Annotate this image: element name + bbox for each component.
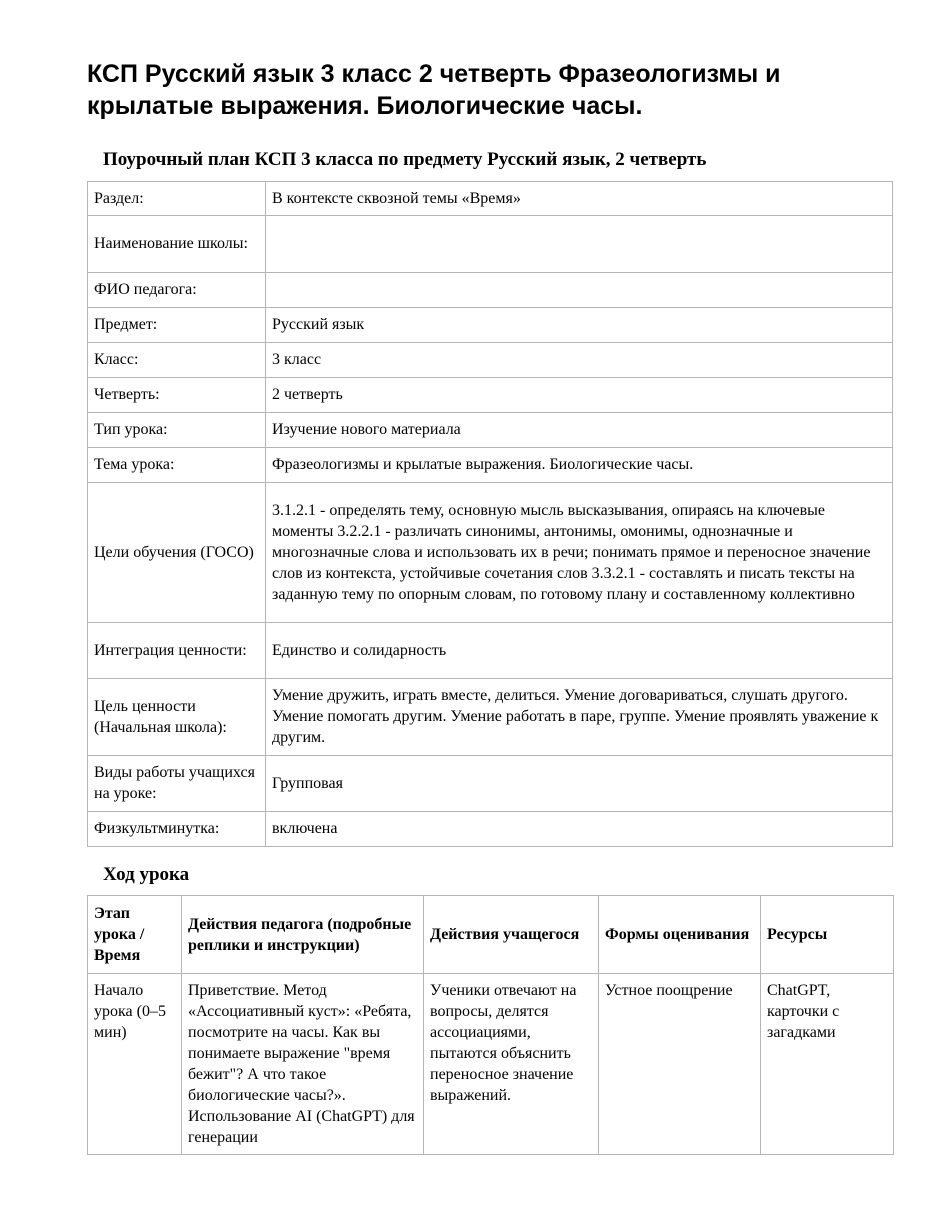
row-label: Раздел:	[88, 182, 266, 216]
table-row	[88, 756, 893, 812]
row-value: Единство и солидарность	[266, 623, 893, 679]
column-header-teacher-actions: Действия педагога (подробные реплики и инструкции)	[182, 896, 424, 974]
cell-student-actions: Ученики отвечают на вопросы, делятся ассоциациями, пытаются объяснить переносное значение выражений.	[424, 974, 599, 1155]
table-row	[88, 273, 893, 308]
row-label: Физкультминутка:	[88, 812, 266, 847]
table-row	[88, 623, 893, 679]
row-value	[266, 273, 893, 308]
row-value: Изучение нового материала	[266, 413, 893, 448]
cell-stage: Начало урока (0–5 мин)	[88, 974, 182, 1155]
row-label: ФИО педагога:	[88, 273, 266, 308]
table-row	[88, 378, 893, 413]
row-label: Цели обучения (ГОСО)	[88, 483, 266, 623]
course-heading: Ход урока	[103, 864, 190, 885]
document-page	[87, 0, 893, 1155]
lesson-course-table	[87, 895, 894, 1155]
table-row	[88, 216, 893, 273]
table-row	[88, 182, 893, 216]
row-value: 3 класс	[266, 343, 893, 378]
row-label: Предмет:	[88, 308, 266, 343]
table-row	[88, 343, 893, 378]
row-label: Класс:	[88, 343, 266, 378]
cell-teacher-actions: Приветствие. Метод «Ассоциативный куст»: «Ребята, посмотрите на часы. Как вы понимаете выражение "время бежит"? А что такое биологические часы?». Использование AI (ChatGPT) для генерации	[182, 974, 424, 1155]
row-value: Русский язык	[266, 308, 893, 343]
column-header-stage: Этап урока / Время	[88, 896, 182, 974]
row-label: Наименование школы:	[88, 216, 266, 273]
column-header-student-actions: Действия учащегося	[424, 896, 599, 974]
row-value: Групповая	[266, 756, 893, 812]
cell-assessment: Устное поощрение	[599, 974, 761, 1155]
row-value: 2 четверть	[266, 378, 893, 413]
row-label: Цель ценности (Начальная школа):	[88, 679, 266, 756]
plan-heading: Поурочный план КСП 3 класса по предмету Русский язык, 2 четверть	[103, 149, 707, 170]
row-label: Тип урока:	[88, 413, 266, 448]
row-value	[266, 216, 893, 273]
document-title: КСП Русский язык 3 класс 2 четверть Фразеологизмы и крылатые выражения. Биологические часы.	[87, 60, 781, 120]
row-value: включена	[266, 812, 893, 847]
table-row	[88, 308, 893, 343]
lesson-info-table	[87, 181, 893, 847]
table-row	[88, 483, 893, 623]
column-header-assessment: Формы оценивания	[599, 896, 761, 974]
table-row	[88, 413, 893, 448]
table-row	[88, 448, 893, 483]
row-value: В контексте сквозной темы «Время»	[266, 182, 893, 216]
row-value: 3.1.2.1 - определять тему, основную мысль высказывания, опираясь на ключевые моменты 3.2.2.1 - различать синонимы, антонимы, омонимы, однозначные и многозначные слова и использовать их в речи; понимать прямое и переносное значение слов из контекста, устойчивые сочетания слов 3.3.2.1 - составлять и писать тексты на заданную тему по опорным словам, по готовому плану и составленному коллективно	[266, 483, 893, 623]
row-value: Умение дружить, играть вместе, делиться. Умение договариваться, слушать другого. Умение помогать другим. Умение работать в паре, группе. Умение проявлять уважение к другим.	[266, 679, 893, 756]
cell-resources: ChatGPT, карточки с загадками	[761, 974, 894, 1155]
row-label: Тема урока:	[88, 448, 266, 483]
table-row	[88, 812, 893, 847]
table-row	[88, 974, 894, 1155]
table-row	[88, 679, 893, 756]
table-header-row	[88, 896, 894, 974]
row-label: Четверть:	[88, 378, 266, 413]
column-header-resources: Ресурсы	[761, 896, 894, 974]
row-label: Интеграция ценности:	[88, 623, 266, 679]
row-value: Фразеологизмы и крылатые выражения. Биологические часы.	[266, 448, 893, 483]
row-label: Виды работы учащихся на уроке:	[88, 756, 266, 812]
